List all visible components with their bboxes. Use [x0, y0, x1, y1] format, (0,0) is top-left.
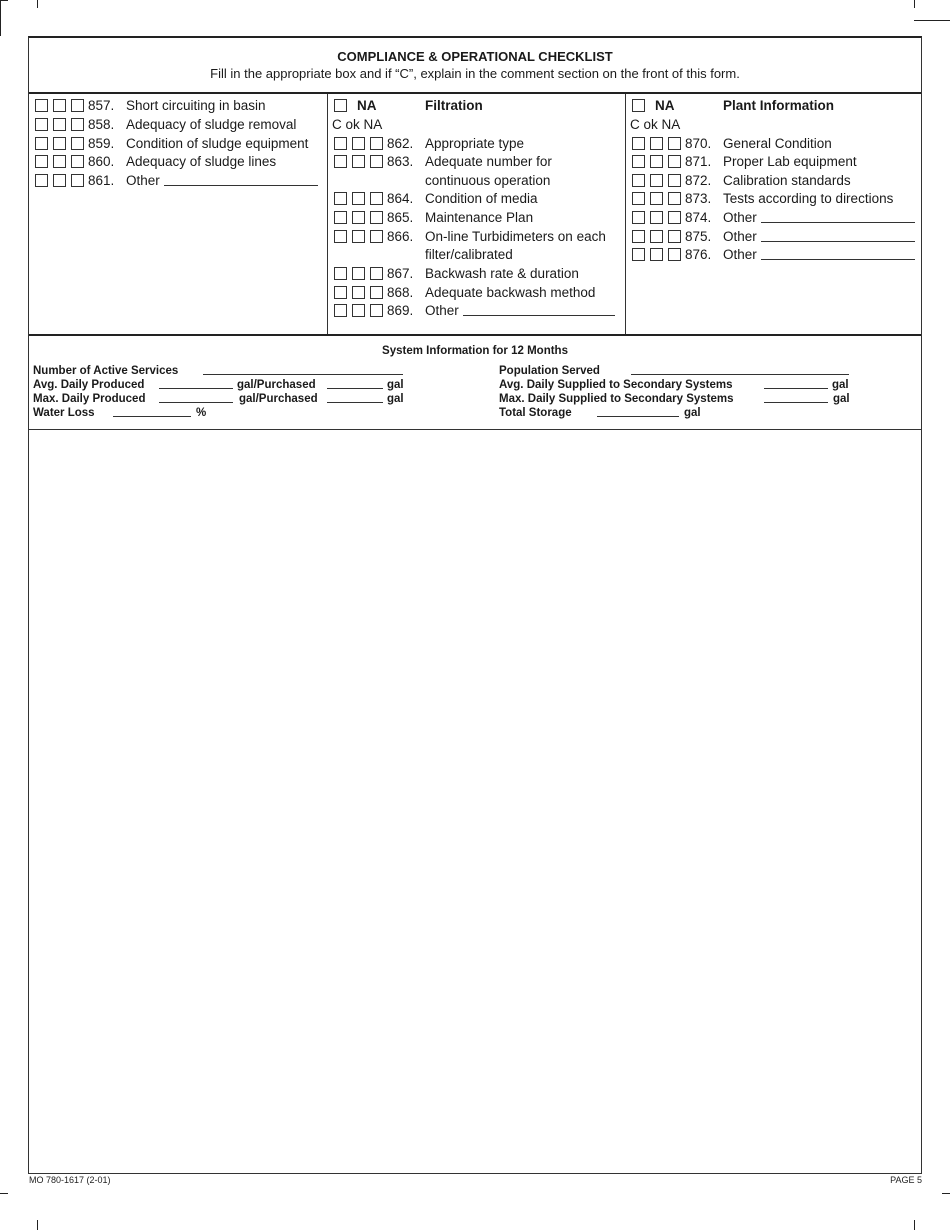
- item-label: On-line Turbidimeters on each: [425, 229, 606, 244]
- checkbox-na[interactable]: [668, 174, 681, 187]
- checkbox-na[interactable]: [370, 286, 383, 299]
- item-label: Tests according to directions: [723, 191, 894, 206]
- checkbox-c[interactable]: [35, 155, 48, 168]
- checkbox-na[interactable]: [370, 230, 383, 243]
- max-daily-supplied-label: Max. Daily Supplied to Secondary Systems: [499, 393, 734, 405]
- checkbox-ok[interactable]: [352, 230, 365, 243]
- item-other: [723, 228, 915, 246]
- checklist-item: [334, 302, 624, 320]
- item-number: 871.: [685, 154, 712, 169]
- checkbox-section-na[interactable]: [632, 99, 645, 112]
- checkbox-c[interactable]: [334, 192, 347, 205]
- checklist-item: [35, 172, 325, 190]
- item-number: 867.: [387, 266, 414, 281]
- checkbox-na[interactable]: [370, 137, 383, 150]
- checkbox-ok[interactable]: [352, 137, 365, 150]
- checklist-item: [632, 209, 920, 227]
- checkbox-ok[interactable]: [650, 248, 663, 261]
- item-label: General Condition: [723, 136, 832, 151]
- checklist-item: [334, 190, 624, 208]
- item-label: Other: [723, 247, 757, 262]
- item-number: 876.: [685, 247, 712, 262]
- item-label: Adequacy of sludge lines: [126, 154, 277, 169]
- checkbox-ok[interactable]: [53, 174, 66, 187]
- checkbox-na[interactable]: [71, 155, 84, 168]
- avg-supplied-gal-unit: gal: [832, 379, 849, 391]
- checkbox-ok[interactable]: [352, 211, 365, 224]
- checklist-item: [334, 228, 624, 246]
- item-number: 861.: [88, 173, 115, 188]
- checkbox-c[interactable]: [334, 155, 347, 168]
- form-number: MO 780-1617 (2-01): [29, 1175, 111, 1185]
- checkbox-ok[interactable]: [53, 155, 66, 168]
- checkbox-na[interactable]: [71, 174, 84, 187]
- checkbox-ok[interactable]: [53, 118, 66, 131]
- item-number: 860.: [88, 154, 115, 169]
- system-information-section: [29, 338, 921, 430]
- checkbox-section-na[interactable]: [334, 99, 347, 112]
- item-label: Calibration standards: [723, 173, 851, 188]
- item-number: 857.: [88, 98, 115, 113]
- checkbox-na[interactable]: [71, 118, 84, 131]
- crop-mark: [914, 0, 915, 8]
- item-number: 873.: [685, 191, 712, 206]
- checkbox-c[interactable]: [334, 211, 347, 224]
- population-served-blank[interactable]: [631, 374, 849, 375]
- item-other: [425, 302, 615, 320]
- checkbox-na[interactable]: [370, 267, 383, 280]
- max-daily-produced-label: Max. Daily Produced: [33, 393, 146, 405]
- population-served-label: Population Served: [499, 365, 600, 377]
- checklist-item: [334, 209, 624, 227]
- item-label: Other: [425, 303, 459, 318]
- checkbox-c[interactable]: [334, 304, 347, 317]
- checkbox-na[interactable]: [668, 137, 681, 150]
- crop-mark: [942, 1193, 950, 1194]
- max-purchased-blank[interactable]: [327, 402, 383, 403]
- item-number: 870.: [685, 136, 712, 151]
- checkbox-ok[interactable]: [650, 174, 663, 187]
- section-na-label: NA: [655, 98, 675, 113]
- checkbox-c[interactable]: [35, 118, 48, 131]
- max-daily-supplied-blank[interactable]: [764, 402, 828, 403]
- crop-mark: [914, 1220, 915, 1230]
- checkbox-ok[interactable]: [352, 304, 365, 317]
- checkbox-na[interactable]: [668, 248, 681, 261]
- avg-daily-produced-label: Avg. Daily Produced: [33, 379, 145, 391]
- other-blank-line[interactable]: [463, 303, 615, 316]
- item-other: [723, 246, 915, 264]
- checklist-item-continued: [334, 246, 624, 264]
- checkbox-c[interactable]: [632, 174, 645, 187]
- item-label: Other: [723, 210, 757, 225]
- item-label: Proper Lab equipment: [723, 154, 857, 169]
- checkbox-ok[interactable]: [352, 155, 365, 168]
- page-number: PAGE 5: [890, 1175, 922, 1185]
- crop-mark: [0, 0, 8, 1]
- avg-daily-supplied-blank[interactable]: [764, 388, 828, 389]
- checkbox-na[interactable]: [668, 211, 681, 224]
- total-storage-gal-unit: gal: [684, 407, 701, 419]
- item-label: Other: [126, 173, 160, 188]
- checkbox-ok[interactable]: [53, 137, 66, 150]
- crop-mark: [914, 20, 950, 21]
- item-label: Adequate backwash method: [425, 285, 596, 300]
- checklist-item: [334, 135, 624, 153]
- item-number: 866.: [387, 229, 414, 244]
- item-number: 863.: [387, 154, 414, 169]
- item-label: Short circuiting in basin: [126, 98, 266, 113]
- other-blank-line[interactable]: [761, 210, 915, 223]
- section-title: Filtration: [425, 98, 483, 113]
- checkbox-na[interactable]: [71, 99, 84, 112]
- item-label-continued: continuous operation: [425, 173, 551, 188]
- checkbox-c[interactable]: [632, 155, 645, 168]
- item-label: Adequate number for: [425, 154, 552, 169]
- active-services-blank[interactable]: [203, 374, 403, 375]
- item-number: 859.: [88, 136, 115, 151]
- checkbox-c[interactable]: [632, 211, 645, 224]
- checkbox-na[interactable]: [668, 155, 681, 168]
- max-gal-purchased-label: gal/Purchased: [239, 393, 318, 405]
- checklist-item: [35, 153, 325, 171]
- checkbox-na[interactable]: [370, 211, 383, 224]
- item-number: 875.: [685, 229, 712, 244]
- checkbox-na[interactable]: [370, 192, 383, 205]
- item-other: [723, 209, 915, 227]
- checklist-item: [334, 265, 624, 283]
- checkbox-na[interactable]: [71, 137, 84, 150]
- section-title: Plant Information: [723, 98, 834, 113]
- checklist-item: [334, 153, 624, 171]
- checklist-item: [632, 135, 920, 153]
- checkbox-legend: C ok NA: [332, 117, 383, 132]
- water-loss-blank[interactable]: [113, 416, 191, 417]
- item-number: 874.: [685, 210, 712, 225]
- checkbox-c[interactable]: [35, 137, 48, 150]
- checkbox-ok[interactable]: [53, 99, 66, 112]
- total-storage-label: Total Storage: [499, 407, 572, 419]
- item-number: 868.: [387, 285, 414, 300]
- checklist-title: COMPLIANCE & OPERATIONAL CHECKLIST: [337, 49, 613, 64]
- checkbox-c[interactable]: [334, 137, 347, 150]
- active-services-label: Number of Active Services: [33, 365, 179, 377]
- checkbox-c[interactable]: [632, 192, 645, 205]
- water-loss-unit: %: [196, 407, 207, 419]
- total-storage-blank[interactable]: [597, 416, 679, 417]
- checklist-column-filtration: [327, 94, 625, 334]
- checkbox-c[interactable]: [35, 174, 48, 187]
- item-label: Adequacy of sludge removal: [126, 117, 297, 132]
- water-loss-label: Water Loss: [33, 407, 95, 419]
- item-label: Other: [723, 229, 757, 244]
- max-daily-produced-blank[interactable]: [159, 402, 233, 403]
- item-number: 865.: [387, 210, 414, 225]
- avg-purchased-blank[interactable]: [327, 388, 383, 389]
- checklist-column-plant-information: [625, 94, 921, 334]
- checkbox-ok[interactable]: [650, 155, 663, 168]
- checkbox-ok[interactable]: [650, 137, 663, 150]
- form-frame: [28, 36, 922, 1174]
- checklist-column-1: [29, 94, 327, 334]
- item-other: [126, 172, 318, 190]
- checkbox-c[interactable]: [632, 248, 645, 261]
- checklist-item: [632, 153, 920, 171]
- checklist-item: [632, 246, 920, 264]
- checkbox-na[interactable]: [370, 155, 383, 168]
- checklist-instructions: Fill in the appropriate box and if “C”, explain in the comment section on the front of this form.: [210, 66, 740, 81]
- checklist-item: [35, 97, 325, 115]
- checkbox-c[interactable]: [334, 230, 347, 243]
- checkbox-na[interactable]: [370, 304, 383, 317]
- checkbox-c[interactable]: [35, 99, 48, 112]
- max-gal-unit: gal: [387, 393, 404, 405]
- avg-daily-produced-blank[interactable]: [159, 388, 233, 389]
- checkbox-ok[interactable]: [352, 267, 365, 280]
- checklist-item-continued: [334, 172, 624, 190]
- checklist-item: [632, 228, 920, 246]
- other-blank-line[interactable]: [164, 173, 318, 186]
- other-blank-line[interactable]: [761, 247, 915, 260]
- crop-mark: [37, 1220, 38, 1230]
- checkbox-c[interactable]: [632, 137, 645, 150]
- crop-mark: [37, 0, 38, 8]
- item-label: Appropriate type: [425, 136, 525, 151]
- system-information-title: System Information for 12 Months: [382, 345, 568, 357]
- checklist-header: [29, 38, 921, 94]
- avg-gal-unit: gal: [387, 379, 404, 391]
- item-label: Condition of sludge equipment: [126, 136, 309, 151]
- item-number: 872.: [685, 173, 712, 188]
- checkbox-na[interactable]: [668, 230, 681, 243]
- item-label-continued: filter/calibrated: [425, 247, 513, 262]
- other-blank-line[interactable]: [761, 229, 915, 242]
- checkbox-ok[interactable]: [352, 286, 365, 299]
- item-label: Backwash rate & duration: [425, 266, 579, 281]
- avg-gal-purchased-label: gal/Purchased: [237, 379, 316, 391]
- checkbox-ok[interactable]: [650, 192, 663, 205]
- checklist-item: [35, 116, 325, 134]
- checklist-item: [334, 284, 624, 302]
- checklist-columns: [29, 94, 921, 336]
- checkbox-na[interactable]: [668, 192, 681, 205]
- checkbox-ok[interactable]: [650, 211, 663, 224]
- item-number: 862.: [387, 136, 414, 151]
- item-label: Maintenance Plan: [425, 210, 534, 225]
- checkbox-c[interactable]: [632, 230, 645, 243]
- max-supplied-gal-unit: gal: [833, 393, 850, 405]
- crop-mark: [0, 0, 1, 36]
- crop-mark: [0, 1193, 8, 1194]
- checklist-item: [35, 135, 325, 153]
- section-na-label: NA: [357, 98, 377, 113]
- checkbox-ok[interactable]: [352, 192, 365, 205]
- checkbox-c[interactable]: [334, 267, 347, 280]
- checkbox-ok[interactable]: [650, 230, 663, 243]
- checklist-item: [632, 190, 920, 208]
- item-number: 858.: [88, 117, 115, 132]
- comment-area[interactable]: [29, 431, 921, 1173]
- avg-daily-supplied-label: Avg. Daily Supplied to Secondary Systems: [499, 379, 733, 391]
- item-label: Condition of media: [425, 191, 538, 206]
- checkbox-legend: C ok NA: [630, 117, 681, 132]
- item-number: 869.: [387, 303, 414, 318]
- checkbox-c[interactable]: [334, 286, 347, 299]
- item-number: 864.: [387, 191, 414, 206]
- checklist-item: [632, 172, 920, 190]
